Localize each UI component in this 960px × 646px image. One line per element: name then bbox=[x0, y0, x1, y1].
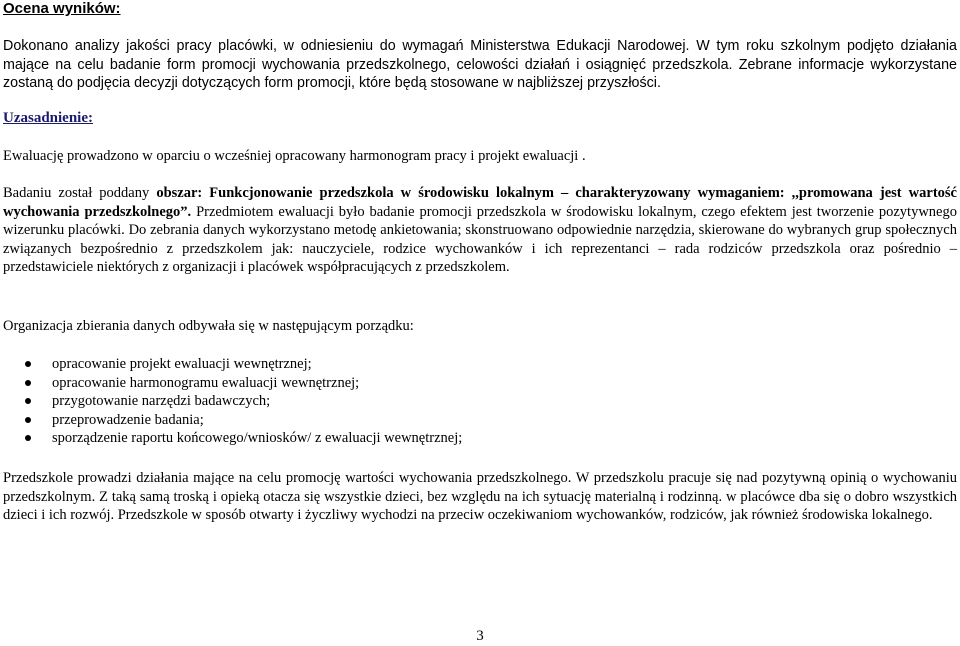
list-item: sporządzenie raportu końcowego/wniosków/ z ewaluacji wewnętrznej; bbox=[3, 429, 462, 448]
steps-list bbox=[3, 355, 462, 448]
scope-text-end: Przedmiotem ewaluacji było badanie promocji przedszkola w środowisku lokalnym, czego efektem jest tworzenie pozytywnego wizerunku placówki. Do zebrania danych wykorzystano metodę ankietowania; skonstruowano odpowiednie narzędzia, skierowane do wybranych grup społecznych związanych bezpośrednio z przedszkolem jak: nauczyciele, rodzice wychowanków i ich reprezentanci – rada rodziców przedszkola oraz pośrednio – przedstawiciele niektórych z organizacji i placówek współpracujących z przedszkolem. bbox=[3, 203, 957, 275]
list-item: przygotowanie narzędzi badawczych; bbox=[3, 392, 462, 411]
list-item: opracowanie projekt ewaluacji wewnętrznej; bbox=[3, 355, 462, 374]
intro-paragraph: Dokonano analizy jakości pracy placówki, w odniesieniu do wymagań Ministerstwa Edukacji Narodowej. W tym roku szkolnym podjęto działania mające na celu badanie form promocji wychowania przedszkolnego, celowości działań i osiągnięć przedszkola. Zebrane informacje wykorzystane zostaną do podjęcia decyzji dotyczących form promocji, które będą stosowane w najbliższej przyszłości. bbox=[3, 38, 957, 91]
page-title: Ocena wyników: bbox=[3, 0, 121, 17]
paragraph-scope bbox=[3, 184, 957, 277]
list-item: opracowanie harmonogramu ewaluacji wewnętrznej; bbox=[3, 374, 462, 393]
page-number: 3 bbox=[476, 628, 484, 644]
paragraph-promotion: Przedszkole prowadzi działania mające na celu promocję wartości wychowania przedszkolnego. W przedszkolu pracuje się nad pozytywną opinią o wychowaniu przedszkolnym. Z taką samą troską i opieką otacza się wszystkie dzieci, bez względu na ich sytuację materialną i rodzinną. w placówce dba się o dobro wszystkich dzieci i ich rozwój. Przedszkole w sposób otwarty i życzliwy wychodzi na przeciw oczekiwaniom wychowanków, rodziców, jak również środowiska lokalnego. bbox=[3, 470, 957, 523]
list-item: przeprowadzenie badania; bbox=[3, 411, 462, 430]
scope-area-bold: obszar: Funkcjonowanie przedszkola w środowisku lokalnym – charakteryzowany wymaganiem: ,,promowana jest wartość wychowania przedszkolnego”. bbox=[3, 185, 957, 220]
scope-text-start: Badaniu został poddany bbox=[3, 185, 157, 201]
paragraph-method: Ewaluację prowadzono w oparciu o wcześniej opracowany harmonogram pracy i projekt ewaluacji . bbox=[3, 148, 586, 164]
paragraph-organization: Organizacja zbierania danych odbywała się w następującym porządku: bbox=[3, 318, 414, 334]
justification-heading: Uzasadnienie: bbox=[3, 110, 93, 126]
